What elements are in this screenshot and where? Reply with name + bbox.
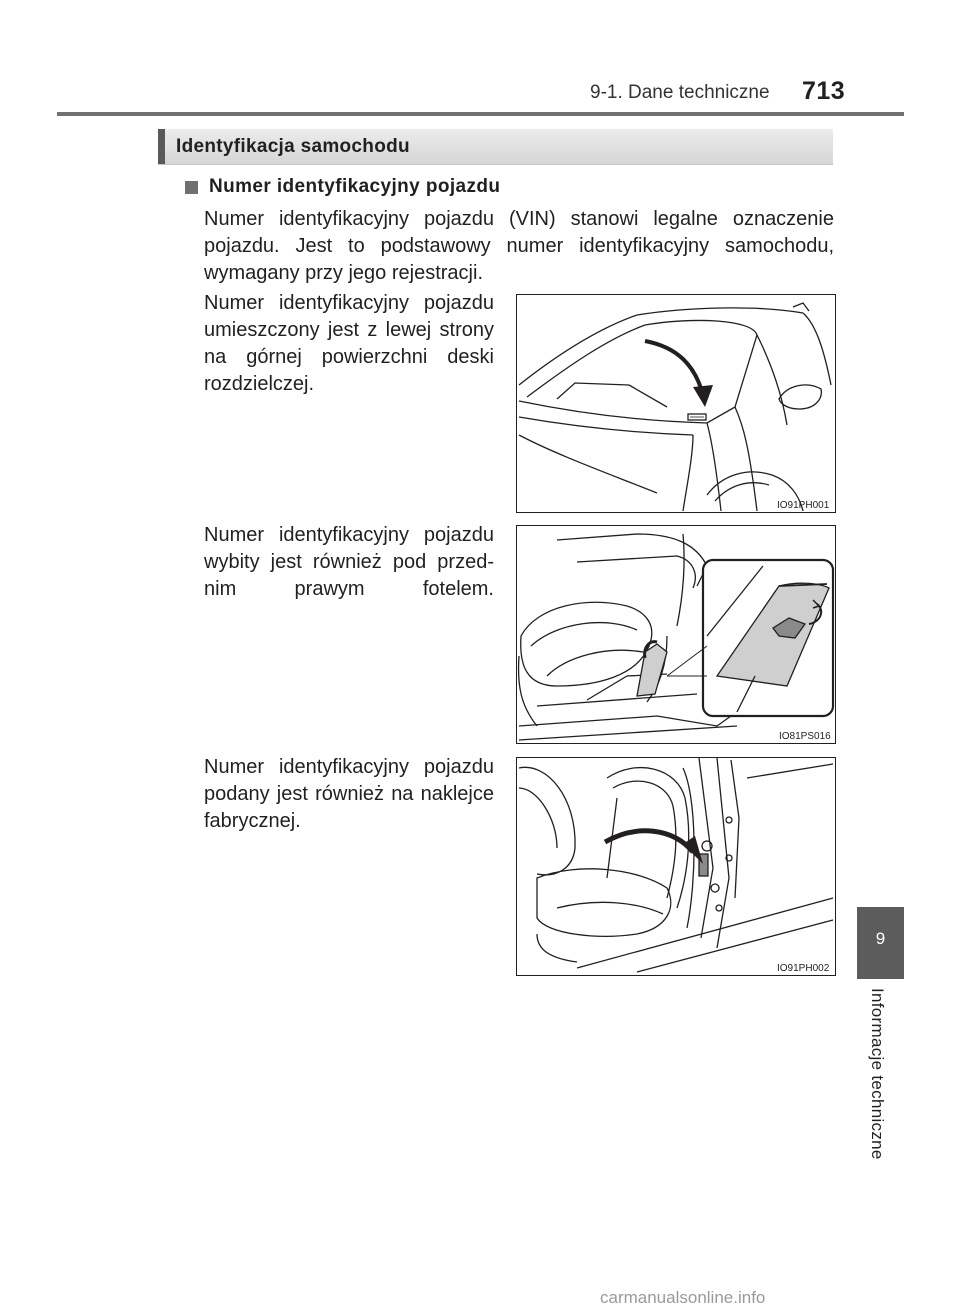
- figure-label-vin: [516, 757, 836, 976]
- header-section-title: 9-1. Dane techniczne: [590, 82, 770, 103]
- vin-location-label-text: Numer identyfikacyjny pojazdu podany jest również na naklejce fabrycznej.: [204, 756, 494, 832]
- seat-illustration: [517, 526, 835, 743]
- figure-code-2: IO81PS016: [779, 731, 831, 742]
- section-title-stripe: [158, 129, 165, 164]
- figure-seat-vin: [516, 525, 836, 744]
- vin-location-seat-text: Numer identyfikacyjny pojazdu wybity jest również pod przed-nim prawym fotelem.: [204, 524, 494, 600]
- figure-dashboard-vin: [516, 294, 836, 513]
- section-title: Identyfikacja samochodu: [176, 136, 410, 157]
- chapter-tab: [857, 907, 904, 979]
- section-title-bar: [158, 129, 833, 165]
- windshield-illustration: [517, 295, 835, 512]
- subsection-heading: [185, 176, 500, 198]
- vin-location-dashboard-text: Numer identyfikacyjny pojazdu umieszczony jest z lewej strony na górnej powierzchni deski rozdzielczej.: [204, 292, 494, 395]
- watermark: carmanualsonline.info: [600, 1288, 766, 1307]
- figure-code-1: IO91PH001: [777, 500, 830, 511]
- page-number: 713: [802, 77, 846, 105]
- square-bullet-icon: [185, 181, 198, 194]
- door-pillar-illustration: [517, 758, 835, 975]
- intro-paragraph: Numer identyfikacyjny pojazdu (VIN) stanowi legalne oznaczenie pojazdu. Jest to podstawowy numer identyfikacyjny samochodu, wymagany przy jego rejestracji.: [204, 208, 834, 284]
- chapter-number: 9: [875, 929, 886, 948]
- chapter-side-label: Informacje techniczne: [868, 988, 887, 1160]
- header-divider: [57, 112, 904, 116]
- subsection-title: Numer identyfikacyjny pojazdu: [209, 176, 501, 197]
- figure-code-3: IO91PH002: [777, 963, 830, 974]
